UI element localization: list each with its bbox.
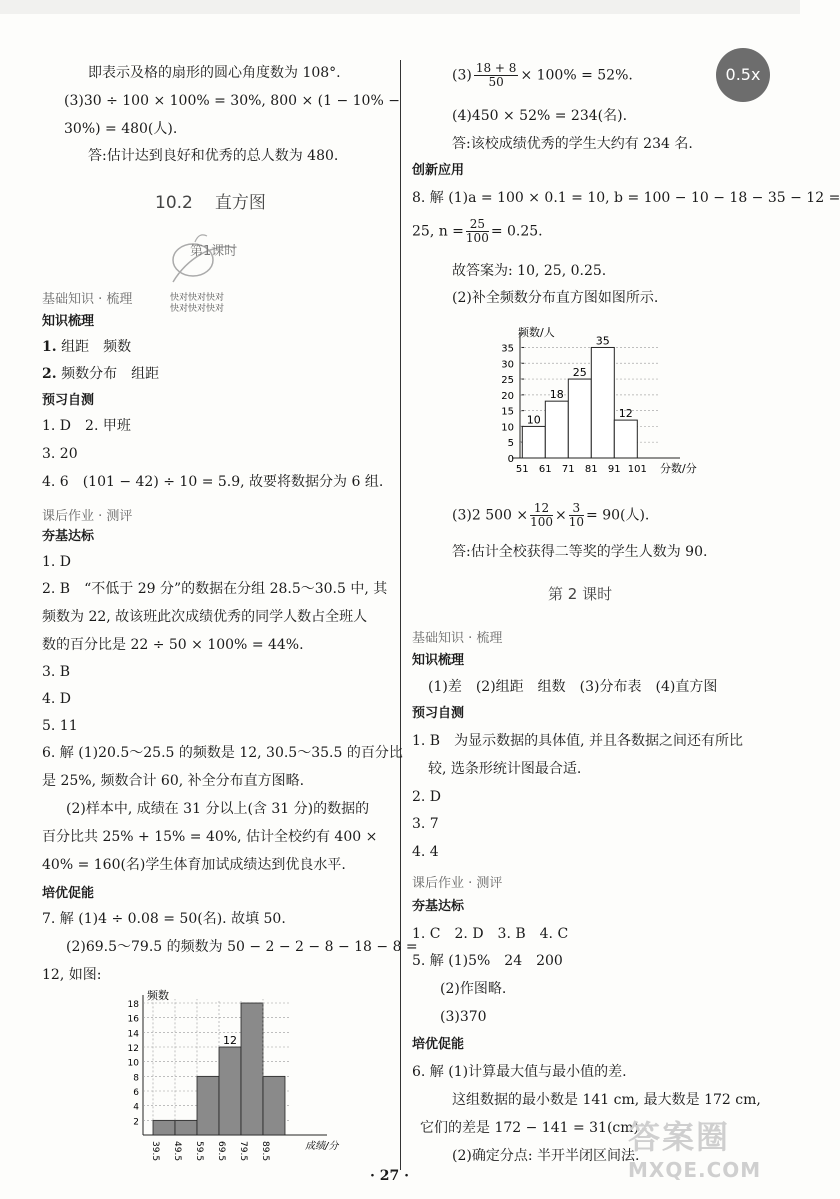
answer-text: 频数分布 组距 (61, 366, 160, 382)
histogram-bar (175, 1120, 197, 1135)
answer-line: (1)差 (2)组距 组数 (3)分布表 (4)直方图 (428, 679, 718, 695)
y-tick-label: 20 (501, 390, 514, 402)
formula-text: (3)2 500 × (452, 507, 529, 524)
formula-line (452, 502, 649, 529)
histogram-bar (614, 420, 637, 458)
x-tick-label: 89.5 (260, 1141, 270, 1162)
text-line: (3)30 ÷ 100 × 100% = 30%, 800 × (1 − 10% − (64, 93, 400, 109)
y-tick-label: 14 (127, 1029, 139, 1040)
bar-data-label: 12 (618, 407, 633, 421)
histogram-bar (568, 379, 591, 458)
x-tick-label: 91 (607, 464, 621, 475)
answer-line (42, 364, 159, 384)
x-tick-label: 59.5 (194, 1141, 204, 1162)
fraction-denominator: 50 (488, 75, 504, 89)
answer-number: 2. (42, 366, 57, 382)
subheading: 预习自测 (42, 393, 95, 408)
answer-line: (4)450 × 52% = 234(名). (452, 108, 628, 124)
answer-line: 是 25%, 频数合计 60, 补全分布直方图略. (42, 773, 305, 789)
answer-line: 6. 解 (1)20.5～25.5 的频数是 12, 30.5～35.5 的百分比 (42, 745, 403, 761)
fraction (530, 502, 553, 529)
bar-data-label: 18 (549, 388, 564, 402)
answer-line: 答:估计全校获得二等奖的学生人数为 90. (452, 544, 708, 560)
histogram-bar (545, 401, 568, 458)
watermark-url: MXQE.COM (628, 1158, 762, 1182)
formula-text: 25, n = (412, 223, 464, 240)
zoom-level-badge[interactable]: 0.5x (716, 48, 770, 102)
y-tick-label: 0 (507, 454, 514, 465)
section-header-basic: 基础知识 · 梳理 (42, 292, 133, 307)
answer-number: 1. (42, 339, 57, 355)
fraction (466, 218, 489, 245)
section-header-after: 课后作业 · 测评 (42, 509, 133, 524)
y-tick-label: 30 (501, 359, 514, 371)
x-tick-label: 71 (561, 464, 575, 475)
section-header-basic: 基础知识 · 梳理 (412, 631, 503, 646)
y-tick-label: 10 (501, 422, 514, 434)
answer-line: (2)样本中, 成绩在 31 分以上(含 31 分)的数据的 (66, 801, 370, 817)
fraction-numerator: 25 (466, 218, 489, 232)
histogram-bar (197, 1076, 219, 1135)
answer-line: 它们的差是 172 − 141 = 31(cm). (420, 1120, 644, 1136)
y-tick-label: 5 (507, 438, 514, 450)
y-tick-label: 25 (501, 375, 514, 387)
answer-line: (2)确定分点: 半开半闭区间法. (452, 1148, 640, 1164)
text-line: 即表示及格的扇形的圆心角度数为 108°. (88, 65, 341, 81)
page-number: · 27 · (370, 1168, 409, 1184)
histogram-right (470, 318, 700, 488)
top-toolbar-strip (0, 0, 800, 14)
subheading: 知识梳理 (42, 314, 95, 329)
formula-text: × (555, 507, 567, 524)
histogram-bar (241, 1003, 263, 1135)
y-tick-label: 8 (133, 1073, 139, 1084)
answer-line: 1. C 2. D 3. B 4. C (412, 926, 569, 942)
column-divider (400, 60, 401, 1170)
histogram-left (105, 985, 339, 1165)
y-tick-label: 18 (127, 1000, 139, 1010)
answer-line: 12, 如图: (42, 967, 102, 983)
answer-line: (2)补全频数分布直方图如图所示. (452, 290, 659, 306)
section-name: 直方图 (214, 193, 266, 213)
histogram-bar (153, 1120, 175, 1135)
section-header-after: 课后作业 · 测评 (412, 876, 503, 891)
y-tick-label: 15 (501, 406, 514, 418)
answer-line: 8. 解 (1)a = 100 × 0.1 = 10, b = 100 − 10 − 18 − 35 − 12 = (412, 190, 840, 206)
answer-line: 3. B (42, 664, 71, 680)
answer-line: 3. 20 (42, 446, 78, 462)
fraction-numerator: 3 (569, 502, 584, 516)
bar-data-label: 25 (572, 366, 587, 380)
formula-line (412, 218, 543, 245)
subheading: 创新应用 (412, 163, 465, 178)
answer-line (42, 337, 131, 357)
fraction (569, 502, 584, 529)
histogram-bar (219, 1047, 241, 1135)
watermark (628, 1112, 761, 1182)
fraction-numerator: 18 + 8 (475, 61, 517, 75)
answer-line: 5. 11 (42, 718, 78, 734)
histogram-bar (263, 1076, 285, 1135)
y-tick-label: 35 (501, 343, 514, 355)
answer-line: 故答案为: 10, 25, 0.25. (452, 263, 607, 279)
answer-line: 5. 解 (1)5% 24 200 (412, 953, 563, 969)
bar-data-label: 35 (595, 334, 610, 348)
formula-line (452, 62, 633, 89)
subheading: 知识梳理 (412, 653, 465, 668)
answer-line: (3)370 (440, 1009, 487, 1025)
answer-line: 1. D 2. 甲班 (42, 418, 131, 434)
histogram-bar (522, 426, 545, 458)
fraction-denominator: 10 (568, 515, 585, 529)
bar-data-label: 12 (223, 1034, 237, 1047)
subheading: 培优促能 (412, 1037, 465, 1052)
y-tick-label: 10 (127, 1058, 139, 1069)
subheading: 培优促能 (42, 886, 95, 901)
answer-line: 答:该校成绩优秀的学生大约有 234 名. (452, 136, 693, 152)
answer-text: 组距 频数 (61, 339, 132, 355)
text-line: 答:估计达到良好和优秀的总人数为 480. (88, 148, 339, 164)
answer-line: (2)69.5～79.5 的频数为 50 − 2 − 2 − 8 − 18 − 8 = (66, 939, 418, 955)
fraction-denominator: 100 (530, 515, 553, 529)
bar-data-label: 10 (526, 413, 541, 427)
histogram-bar (591, 347, 614, 458)
fraction-numerator: 12 (530, 502, 553, 516)
answer-line: 6. 解 (1)计算最大值与最小值的差. (412, 1064, 627, 1080)
x-tick-label: 79.5 (238, 1141, 248, 1162)
y-axis-label: 频数 (147, 989, 169, 1002)
x-axis-label: 成绩/分 (305, 1141, 339, 1152)
section-number: 10.2 (155, 193, 193, 213)
formula-text: = 90(人). (586, 507, 650, 524)
answer-line: 百分比共 25% + 15% = 40%, 估计全校约有 400 × (42, 829, 378, 845)
answer-line: 4. D (42, 691, 72, 707)
x-tick-label: 81 (584, 464, 598, 475)
answer-line: 数的百分比是 22 ÷ 50 × 100% = 44%. (42, 637, 304, 653)
x-tick-label: 39.5 (150, 1141, 160, 1162)
lesson-title: 第 2 课时 (548, 585, 613, 603)
x-tick-label: 101 (627, 464, 647, 475)
formula-text: (3) (452, 67, 472, 84)
x-tick-label: 61 (538, 464, 552, 475)
answer-line: 4. 4 (412, 844, 439, 860)
answer-line: 3. 7 (412, 816, 439, 832)
x-tick-label: 69.5 (216, 1141, 226, 1162)
x-tick-label: 51 (515, 464, 529, 475)
y-axis-label: 频数/人 (518, 326, 555, 339)
y-tick-label: 16 (127, 1014, 139, 1025)
subheading: 夯基达标 (412, 899, 465, 914)
answer-line: (2)作图略. (440, 981, 507, 997)
y-tick-label: 4 (133, 1102, 139, 1113)
answer-line: 频数为 22, 故该班此次成绩优秀的同学人数占全班人 (42, 609, 368, 625)
y-tick-label: 12 (127, 1044, 139, 1054)
answer-line: 4. 6 (101 − 42) ÷ 10 = 5.9, 故要将数据分为 6 组. (42, 474, 384, 490)
subheading: 预习自测 (412, 706, 465, 721)
y-tick-label: 6 (133, 1088, 139, 1098)
answer-line: 这组数据的最小数是 141 cm, 最大数是 172 cm, (452, 1092, 761, 1108)
note-text: 快对快对快对 (170, 293, 225, 303)
formula-text: = 0.25. (490, 223, 543, 240)
answer-line: 40% = 160(名)学生体育加试成绩达到优良水平. (42, 857, 346, 873)
subheading: 夯基达标 (42, 529, 95, 544)
watermark-text: 答案圈 (628, 1118, 731, 1156)
note-text: 快对快对快对 (170, 304, 225, 314)
x-axis-label: 分数/分 (660, 462, 697, 475)
answer-line: 1. D (42, 554, 72, 570)
x-tick-label: 49.5 (172, 1141, 182, 1162)
section-title (155, 188, 288, 213)
answer-line: 1. B 为显示数据的具体值, 并且各数据之间还有所比 (412, 733, 743, 749)
answer-line: 较, 选条形统计图最合适. (428, 761, 582, 777)
text-line: 30%) = 480(人). (64, 121, 178, 137)
fraction-denominator: 100 (465, 231, 489, 245)
answer-line: 2. B “不低于 29 分”的数据在分组 28.5～30.5 中, 其 (42, 581, 388, 597)
formula-text: × 100% = 52%. (520, 67, 633, 84)
answer-line: 2. D (412, 789, 442, 805)
fraction (474, 62, 519, 89)
y-tick-label: 2 (133, 1117, 139, 1128)
lesson-label: 第1课时 (190, 244, 238, 259)
answer-line: 7. 解 (1)4 ÷ 0.08 = 50(名). 故填 50. (42, 911, 286, 927)
